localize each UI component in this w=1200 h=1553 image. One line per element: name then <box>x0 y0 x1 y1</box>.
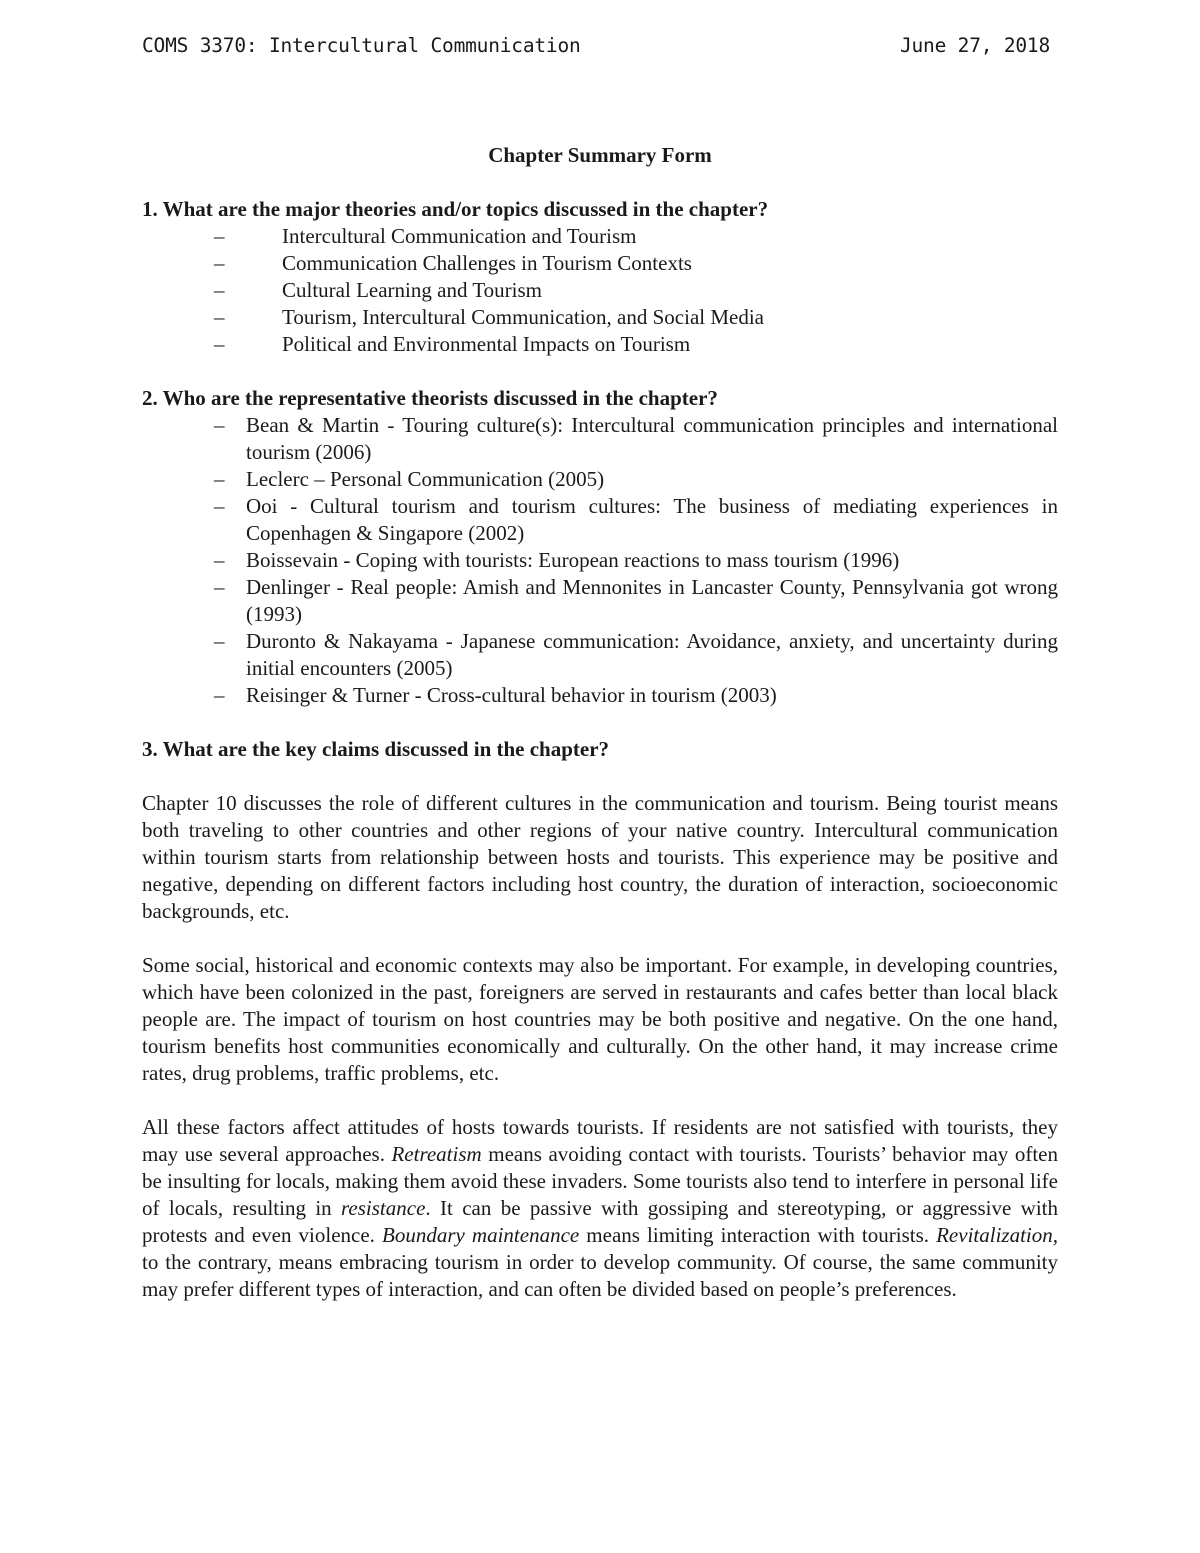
list-item <box>142 493 1058 547</box>
paragraph-text: means limiting interaction with tourists. <box>579 1223 937 1247</box>
document-body <box>142 142 1058 1303</box>
dash-bullet: – <box>214 683 225 707</box>
list-item <box>142 466 1058 493</box>
list-item <box>142 223 1058 250</box>
list-item-text: Communication Challenges in Tourism Contexts <box>282 251 692 275</box>
term-boundary-maintenance: Boundary maintenance <box>382 1223 580 1247</box>
question-1: 1. What are the major theories and/or topics discussed in the chapter? <box>142 197 769 221</box>
list-item <box>142 331 1058 358</box>
list-item-text: Intercultural Communication and Tourism <box>282 224 637 248</box>
claims-paragraph-1: Chapter 10 discusses the role of different cultures in the communication and tourism. Being tourist means both traveling to other countries and other regions of your native country. Intercultural communication within tourism starts from relationship between hosts and tourists. This experience may be positive and negative, depending on different factors including host country, the duration of interaction, socioeconomic backgrounds, etc. <box>142 791 1058 923</box>
dash-bullet: – <box>214 305 225 329</box>
list-item-text: Boissevain - Coping with tourists: European reactions to mass tourism (1996) <box>246 548 900 572</box>
course-title: COMS 3370: Intercultural Communication <box>142 34 581 57</box>
list-item <box>142 304 1058 331</box>
list-item-text: Denlinger - Real people: Amish and Mennonites in Lancaster County, Pennsylvania got wrong (1993) <box>246 575 1058 626</box>
term-revitalization: Revitalization, <box>936 1223 1059 1247</box>
dash-bullet: – <box>214 224 225 248</box>
dash-bullet: – <box>214 575 225 599</box>
dash-bullet: – <box>214 413 225 437</box>
list-item <box>142 682 1058 709</box>
theorists-list <box>142 412 1058 709</box>
claims-paragraph-2: Some social, historical and economic contexts may also be important. For example, in developing countries, which have been colonized in the past, foreigners are served in restaurants and cafes better than local black people are. The impact of tourism on host countries may be both positive and negative. On the one hand, tourism benefits host communities economically and culturally. On the other hand, it may increase crime rates, drug problems, traffic problems, etc. <box>142 953 1058 1085</box>
list-item <box>142 547 1058 574</box>
claims-paragraph-3 <box>142 1114 1058 1303</box>
term-resistance: resistance <box>341 1196 426 1220</box>
question-3: 3. What are the key claims discussed in the chapter? <box>142 737 610 761</box>
header-date: June 27, 2018 <box>899 34 1050 57</box>
paragraph-text: means avoiding contact with tourists. Tourists’ behavior may often be insulting for locals, making them avoid these invaders. Some tourists also tend to interfere in personal life of locals, resulting in <box>142 1142 1058 1220</box>
list-item <box>142 277 1058 304</box>
question-2: 2. Who are the representative theorists discussed in the chapter? <box>142 386 718 410</box>
paragraph-text: All these factors affect attitudes of hosts towards tourists. If residents are not satisfied with tourists, they may use several approaches. <box>142 1115 1058 1166</box>
list-item-text: Reisinger & Turner - Cross-cultural behavior in tourism (2003) <box>246 683 777 707</box>
list-item-text: Political and Environmental Impacts on Tourism <box>282 332 691 356</box>
list-item-text: Bean & Martin - Touring culture(s): Intercultural communication principles and international tourism (2006) <box>246 413 1058 464</box>
paragraph-text: . It can be passive with gossiping and stereotyping, or aggressive with protests and even violence. <box>142 1196 1058 1247</box>
topics-list <box>142 223 1058 358</box>
paragraph-text: to the contrary, means embracing tourism in order to develop community. Of course, the same community may prefer different types of interaction, and can often be divided based on people’s preferences. <box>142 1250 1058 1301</box>
dash-bullet: – <box>214 467 225 491</box>
list-item-text: Tourism, Intercultural Communication, and Social Media <box>282 305 765 329</box>
dash-bullet: – <box>214 548 225 572</box>
list-item <box>142 628 1058 682</box>
dash-bullet: – <box>214 332 225 356</box>
term-retreatism: Retreatism <box>391 1142 482 1166</box>
dash-bullet: – <box>214 251 225 275</box>
page-title: Chapter Summary Form <box>488 143 712 167</box>
dash-bullet: – <box>214 278 225 302</box>
list-item-text: Duronto & Nakayama - Japanese communication: Avoidance, anxiety, and uncertainty during initial encounters (2005) <box>246 629 1058 680</box>
page-header <box>142 34 1050 64</box>
list-item-text: Cultural Learning and Tourism <box>282 278 543 302</box>
list-item-text: Leclerc – Personal Communication (2005) <box>246 467 605 491</box>
dash-bullet: – <box>214 629 225 653</box>
list-item <box>142 250 1058 277</box>
list-item-text: Ooi - Cultural tourism and tourism cultures: The business of mediating experiences in Copenhagen & Singapore (2002) <box>246 494 1058 545</box>
dash-bullet: – <box>214 494 225 518</box>
list-item <box>142 412 1058 466</box>
list-item <box>142 574 1058 628</box>
